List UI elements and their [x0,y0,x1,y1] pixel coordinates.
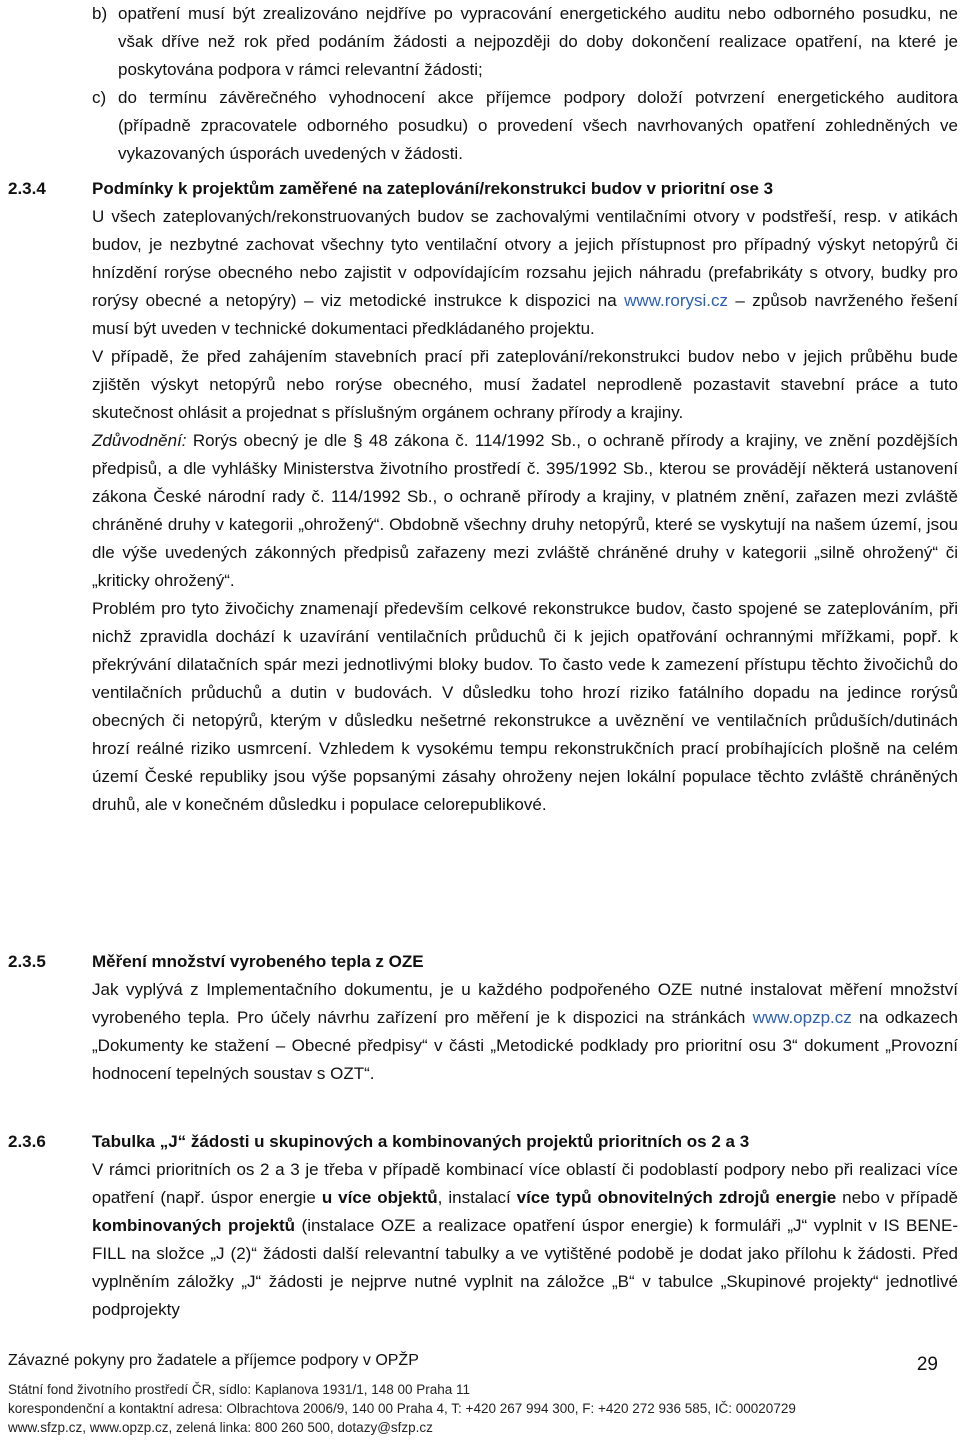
paragraph [92,1156,958,1324]
paragraph-text: (instalace OZE a realizace opatření úspor energie) k formuláři „J“ vyplnit v IS BENE-FILL na složce „J (2)“ žádosti další relevantní tabulky a ve vytištěné podobě je dodat jako přílohu k žádosti. Před vyplněním záložky „J“ žádosti je nejprve nutné vyplnit na záložce „B“ v tabulce „Skupinové projekty“ jednotlivé podprojekty [92,1216,959,1319]
paragraph [92,203,958,343]
emphasis-text: u více objektů [321,1188,438,1207]
paragraph [92,976,958,1088]
paragraph-text: Jak vyplývá z Implementačního dokumentu, je u každého podpořeného OZE nutné instalovat měření množství vyrobeného tepla. Pro účely návrhu zařízení pro měření je k dispozici na stránkách [92,980,958,1027]
paragraph-text: V rámci prioritních os 2 a 3 je třeba v případě kombinací více oblastí či podoblastí podpory nebo při realizaci více opatření (např. úspor energie [92,1160,958,1207]
section-heading: Měření množství vyrobeného tepla z OZE [92,952,424,971]
section-heading: Tabulka „J“ žádosti u skupinových a kombinovaných projektů prioritních os 2 a 3 [92,1132,750,1151]
list-item-text: opatření musí být zrealizováno nejdříve po vypracování energetického auditu nebo odborného posudku, ne však dříve než rok před podáním žádosti a nejpozději do doby dokončení realizace opatření, na které je poskytována podpora v rámci relevantní žádosti; [118,4,958,79]
paragraph-text: na odkazech „Dokumenty ke stažení – Obecné předpisy“ v části „Metodické podklady pro prioritní osu 3“ dokument „Provozní hodnocení tepelných soustav s OZT“. [92,1008,958,1083]
section-2-3-5 [8,948,958,1088]
list-item [92,0,958,84]
paragraph: Problém pro tyto živočichy znamenají především celkové rekonstrukce budov, často spojené se zateplováním, při nichž zpravidla dochází k uzavírání ventilačních průduchů či k jejich opatřování ochrannými mřížkami, popř. k překrývání dilatačních spár mezi jednotlivými bloky budov. To často vede k zamezení přístupu těchto živočichů do ventilačních průduchů a dutin v budovách. V důsledku toho hrozí riziko fatálního dopadu na jedince rorýsů obecných či netopýrů, kterým v důsledku nešetrné rekonstrukce a uvěznění ve ventilačních průduších/dutinách hrozí reálné riziko usmrcení. Vzhledem k vysokému tempu rekonstrukčních prací probíhajících plošně na celém území České republiky jsou výše popsanými zásahy ohroženy nejen lokální populace těchto zvláště chráněných druhů, ale v konečném důsledku i populace celorepublikové. [92,599,958,814]
section-body [92,1156,958,1324]
list-item [92,84,958,168]
emphasis-text: více typů obnovitelných zdrojů energie [516,1188,837,1207]
paragraph-text: U všech zateplovaných/rekonstruovaných budov se zachovalými ventilačními otvory v podstřeší, resp. v atikách budov, je nezbytné zachovat všechny tyto ventilační otvory a jejich přístupnost pro případný výskyt netopýrů či hnízdění rorýse obecného nebo zajistit v odpovídajícím rozsahu jejich náhradu (prefabrikáty s otvory, budky pro rorýsy obecné a netopýry) – viz metodické instrukce k dispozici na [92,207,958,310]
list-marker: c) [92,88,107,107]
opzp-link[interactable]: www.opzp.cz [752,1008,852,1027]
paragraph-text: nebo v případě [836,1188,958,1207]
section-heading: Podmínky k projektům zaměřené na zateplování/rekonstrukci budov v prioritní ose 3 [92,179,774,198]
section-2-3-6 [8,1128,958,1324]
justification-paragraph [92,427,958,595]
section-2-3-4 [8,175,958,819]
footer-address: Státní fond životního prostředí ČR, sídlo: Kaplanova 1931/1, 148 00 Praha 11 [8,1382,471,1397]
page-number: 29 [916,1354,938,1375]
paragraph-text: Rorýs obecný je dle § 48 zákona č. 114/1992 Sb., o ochraně přírody a krajiny, ve znění pozdějších předpisů, a dle vyhlášky Ministerstva životního prostředí č. 395/1992 Sb., kterou se provádějí některá ustanovení zákona České národní rady č. 114/1992 Sb., o ochraně přírody a krajiny, v platném znění, zařazen mezi zvláště chráněné druhy v kategorii „ohrožený“. Obdobně všechny druhy netopýrů, které se vyskytují na našem území, jsou dle výše uvedených zákonných předpisů zařazeny mezi zvláště chráněné druhy v kategorii „silně ohrožený“ či „kriticky ohrožený“. [92,431,958,590]
rorysi-link[interactable]: www.rorysi.cz [624,291,729,310]
footer-title: Závazné pokyny pro žadatele a příjemce podpory v OPŽP [8,1352,419,1369]
emphasis-text: kombinovaných projektů [92,1216,296,1235]
footer-contact: korespondenční a kontaktní adresa: Olbrachtova 2006/9, 140 00 Praha 4, T: +420 267 994 300, F: +420 272 936 585, IČ: 00020729 [8,1401,796,1416]
section-number: 2.3.4 [8,179,46,198]
section-number: 2.3.5 [8,952,46,971]
section-body [92,976,958,1088]
justification-label: Zdůvodnění: [92,431,187,450]
paragraph: V případě, že před zahájením stavebních prací při zateplování/rekonstrukci budov nebo v jejich průběhu bude zjištěn výskyt netopýrů nebo rorýse obecného, musí žadatel neprodleně pozastavit stavební práce a tuto skutečnost ohlásit a projednat s příslušným orgánem ochrany přírody a krajiny. [92,347,958,422]
list-item-text: do termínu závěrečného vyhodnocení akce příjemce podpory doloží potvrzení energetického auditora (případně zpracovatele odborného posudku) o provedení všech navrhovaných opatření zohledněných ve vykazovaných úsporách uvedených v žádosti. [118,88,958,163]
footer-links: www.sfzp.cz, www.opzp.cz, zelená linka: 800 260 500, dotazy@sfzp.cz [8,1420,433,1435]
conditions-list [92,0,958,168]
paragraph-text: , instalací [437,1188,517,1207]
list-marker: b) [92,4,108,23]
section-number: 2.3.6 [8,1132,46,1151]
section-body [92,203,958,819]
paragraph-text: – způsob navrženého řešení musí být uveden v technické dokumentaci předkládaného projektu. [92,291,958,338]
